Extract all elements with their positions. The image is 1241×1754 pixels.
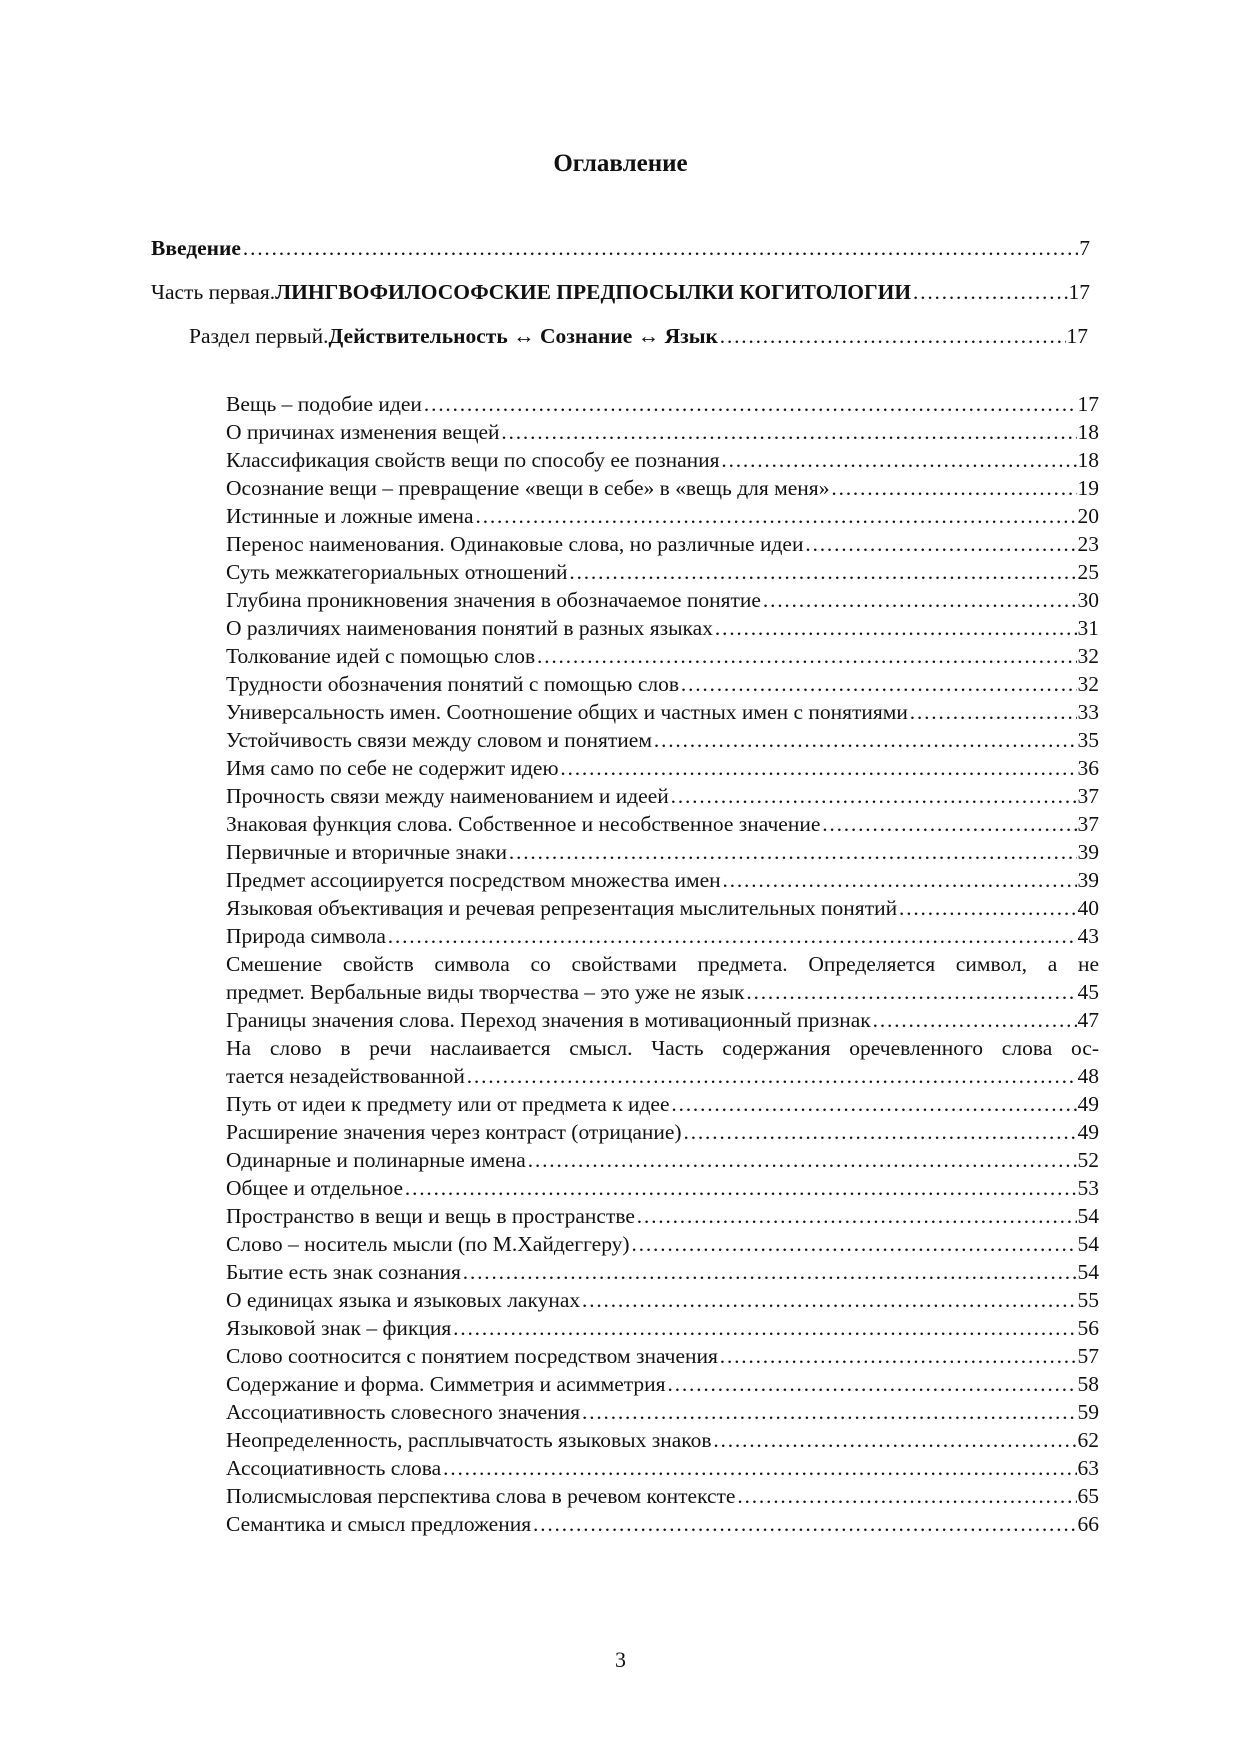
toc-entry-label: Содержание и форма. Симметрия и асимметрия (226, 1372, 666, 1396)
toc-entry-label-line1: На слово в речи наслаивается смысл. Часть содержания оречевленного слова ос- (226, 1036, 1099, 1060)
toc-entry (226, 1454, 1099, 1482)
toc-leader-dots (462, 1258, 1077, 1286)
toc-entry (226, 614, 1099, 642)
toc-entry (226, 1426, 1099, 1454)
toc-entry (226, 390, 1099, 418)
toc-entry-multiline (226, 1034, 1099, 1090)
toc-entry (226, 446, 1099, 474)
toc-leader-dots (569, 558, 1077, 586)
toc-entry-label-line2: тается незадействованной (226, 1064, 465, 1088)
toc-leader-dots (452, 1314, 1076, 1342)
toc-leader-dots (671, 1090, 1077, 1118)
toc-entry-line2 (226, 978, 1099, 1006)
toc-entry (226, 670, 1099, 698)
toc-entry (226, 1146, 1099, 1174)
toc-leader-dots (242, 234, 1078, 262)
toc-entry-label: Осознание вещи – превращение «вещи в себе» в «вещь для меня» (226, 476, 830, 500)
toc-page-number: 25 (1077, 560, 1099, 584)
toc-entry-label-line2: предмет. Вербальные виды творчества – это уже не язык (226, 980, 745, 1004)
toc-entry-label: Бытие есть знак сознания (226, 1260, 461, 1284)
toc-entry (226, 698, 1099, 726)
toc-leader-dots (387, 922, 1077, 950)
toc-entry-line2 (226, 1062, 1099, 1090)
toc-leader-dots (683, 1118, 1077, 1146)
toc-entry-label: Первичные и вторичные знаки (226, 840, 507, 864)
toc-entry-label: Расширение значения через контраст (отрицание) (226, 1120, 682, 1144)
toc-entry (226, 530, 1099, 558)
toc-entry-label: Одинарные и полинарные имена (226, 1148, 526, 1172)
toc-entry (226, 894, 1099, 922)
toc-entry (226, 1174, 1099, 1202)
toc-entry-prefix: Часть первая. (151, 280, 276, 304)
toc-page-number: 35 (1077, 728, 1099, 752)
toc-entry (226, 418, 1099, 446)
toc-entry-label: Полисмысловая перспектива слова в речевом контексте (226, 1484, 736, 1508)
toc-page-number: 56 (1077, 1316, 1099, 1340)
toc-entry-label: Прочность связи между наименованием и идеей (226, 784, 669, 808)
toc-entry-label: О причинах изменения вещей (226, 420, 500, 444)
toc-page-number: 63 (1077, 1456, 1099, 1480)
toc-entry (226, 1482, 1099, 1510)
toc-leader-dots (821, 810, 1076, 838)
toc-leader-dots (714, 614, 1077, 642)
toc-leader-dots (898, 894, 1076, 922)
toc-page-number: 36 (1077, 756, 1099, 780)
toc-page-number: 49 (1077, 1120, 1099, 1144)
toc-leader-dots (713, 1426, 1077, 1454)
toc-leader-dots (527, 1146, 1077, 1174)
page-title: Оглавление (553, 150, 688, 177)
toc-entry-label: Трудности обозначения понятий с помощью слов (226, 672, 680, 696)
toc-entry (226, 1202, 1099, 1230)
toc-leader-dots (631, 1230, 1077, 1258)
toc-page-number: 40 (1077, 896, 1099, 920)
toc-entry (226, 1286, 1099, 1314)
toc-page-number: 39 (1077, 840, 1099, 864)
toc-entry (226, 1230, 1099, 1258)
toc-entry-part-one (151, 278, 1090, 306)
toc-leader-dots (721, 446, 1077, 474)
toc-leader-dots (501, 418, 1077, 446)
toc-page-number: 58 (1077, 1372, 1099, 1396)
toc-entry-label: Ассоциативность слова (226, 1456, 442, 1480)
toc-leader-dots (909, 698, 1077, 726)
toc-entry-label: О единицах языка и языковых лакунах (226, 1288, 581, 1312)
toc-page-number: 54 (1077, 1260, 1099, 1284)
toc-leader-dots (442, 1454, 1076, 1482)
toc-page-number: 54 (1077, 1232, 1099, 1256)
toc-entry (226, 586, 1099, 614)
toc-entry-label: Вещь – подобие идеи (226, 392, 422, 416)
toc-leader-dots (653, 726, 1077, 754)
toc-entry (226, 810, 1099, 838)
toc-leader-dots (670, 782, 1077, 810)
toc-leader-dots (581, 1398, 1076, 1426)
toc-entry-label: Путь от идеи к предмету или от предмета к идее (226, 1092, 670, 1116)
toc-entry-label: Пространство в вещи и вещь в пространстве (226, 1204, 635, 1228)
toc-entry (226, 474, 1099, 502)
toc-page-number: 57 (1077, 1344, 1099, 1368)
toc-page-number: 59 (1077, 1400, 1099, 1424)
toc-page-number: 23 (1077, 532, 1099, 556)
toc-entry (226, 1314, 1099, 1342)
toc-page-number: 32 (1077, 644, 1099, 668)
toc-entry-label: Универсальность имен. Соотношение общих и частных имен с понятиями (226, 700, 908, 724)
toc-leader-dots (508, 838, 1077, 866)
toc-page-number: 45 (1077, 980, 1099, 1004)
toc-entry-label: Классификация свойств вещи по способу ее познания (226, 448, 720, 472)
toc-entry-label: Действительность ↔ Сознание ↔ Язык (328, 324, 718, 348)
toc-entry-introduction (151, 234, 1090, 262)
toc-leader-dots (404, 1174, 1076, 1202)
toc-entry (226, 1090, 1099, 1118)
toc-entry-label: Природа символа (226, 924, 386, 948)
toc-page-number: 17 (1068, 280, 1090, 304)
toc-leader-dots (804, 530, 1076, 558)
toc-entry (226, 642, 1099, 670)
toc-page-number: 66 (1077, 1512, 1099, 1536)
toc-entry-label: Перенос наименования. Одинаковые слова, но различные идеи (226, 532, 804, 556)
toc-entry-multiline (226, 950, 1099, 1006)
toc-entry (226, 1342, 1099, 1370)
toc-page-number: 62 (1077, 1428, 1099, 1452)
toc-entry (226, 1510, 1099, 1538)
toc-entry (226, 1006, 1099, 1034)
page-number-footer: 3 (615, 1647, 626, 1672)
toc-leader-dots (636, 1202, 1077, 1230)
toc-entry-label: Имя само по себе не содержит идею (226, 756, 559, 780)
toc-entry-label: Толкование идей с помощью слов (226, 644, 536, 668)
toc-entry-label: Ассоциативность словесного значения (226, 1400, 581, 1424)
toc-page-number: 53 (1077, 1176, 1099, 1200)
toc-page-number: 37 (1077, 812, 1099, 836)
toc-entry-label: ЛИНГВОФИЛОСОФСКИЕ ПРЕДПОСЫЛКИ КОГИТОЛОГИИ (275, 280, 912, 304)
toc-entry (226, 922, 1099, 950)
toc-entry (226, 1258, 1099, 1286)
toc-leader-dots (722, 866, 1077, 894)
toc-entry-label: Неопределенность, расплывчатость языковых знаков (226, 1428, 712, 1452)
toc-entry (226, 502, 1099, 530)
toc-page-number: 43 (1077, 924, 1099, 948)
toc-page-number: 31 (1077, 616, 1099, 640)
toc-entry (226, 782, 1099, 810)
toc-page-number: 18 (1077, 420, 1099, 444)
toc-entry-label: Знаковая функция слова. Собственное и несобственное значение (226, 812, 821, 836)
toc-leader-dots (680, 670, 1076, 698)
toc-entry-label: Глубина проникновения значения в обозначаемое понятие (226, 588, 761, 612)
toc-leader-dots (560, 754, 1077, 782)
toc-page-number: 39 (1077, 868, 1099, 892)
toc-entry (226, 754, 1099, 782)
toc-page-number: 65 (1077, 1484, 1099, 1508)
toc-page-number: 37 (1077, 784, 1099, 808)
toc-entry-label: Языковая объективация и речевая репрезентация мыслительных понятий (226, 896, 898, 920)
toc-entry-list (226, 390, 1099, 1538)
toc-page-number: 17 (1066, 324, 1088, 348)
toc-leader-dots (719, 322, 1066, 350)
toc-leader-dots (830, 474, 1076, 502)
toc-entry-prefix: Раздел первый. (189, 324, 329, 348)
toc-leader-dots (762, 586, 1077, 614)
toc-leader-dots (667, 1370, 1077, 1398)
toc-entry-label: Общее и отдельное (226, 1176, 404, 1200)
toc-entry (226, 558, 1099, 586)
toc-page-number: 52 (1077, 1148, 1099, 1172)
toc-entry (226, 866, 1099, 894)
toc-entry-label: Введение (151, 236, 241, 260)
toc-entry (226, 1118, 1099, 1146)
toc-leader-dots (532, 1510, 1076, 1538)
toc-page-number: 30 (1077, 588, 1099, 612)
toc-entry-section-one (189, 322, 1088, 350)
toc-entry-label: Устойчивость связи между словом и понятием (226, 728, 652, 752)
toc-entry-label: Языковой знак – фикция (226, 1316, 452, 1340)
toc-entry (226, 838, 1099, 866)
toc-page-number: 48 (1077, 1064, 1099, 1088)
toc-page-number: 20 (1077, 504, 1099, 528)
toc-entry-label-line1: Смешение свойств символа со свойствами предмета. Определяется символ, а не (226, 952, 1099, 976)
toc-page-number: 49 (1077, 1092, 1099, 1116)
toc-leader-dots (466, 1062, 1077, 1090)
toc-leader-dots (475, 502, 1077, 530)
toc-leader-dots (872, 1006, 1077, 1034)
toc-page-number: 17 (1077, 392, 1099, 416)
toc-leader-dots (719, 1342, 1077, 1370)
toc-page-number: 47 (1077, 1008, 1099, 1032)
toc-entry (226, 1370, 1099, 1398)
toc-leader-dots (736, 1482, 1076, 1510)
toc-leader-dots (912, 278, 1067, 306)
toc-leader-dots (745, 978, 1076, 1006)
toc-entry-label: Предмет ассоциируется посредством множества имен (226, 868, 721, 892)
toc-page-number: 33 (1077, 700, 1099, 724)
toc-leader-dots (581, 1286, 1076, 1314)
toc-page-number: 55 (1077, 1288, 1099, 1312)
toc-leader-dots (423, 390, 1077, 418)
toc-page-number: 54 (1077, 1204, 1099, 1228)
toc-page-number: 18 (1077, 448, 1099, 472)
toc-entry (226, 726, 1099, 754)
toc-entry (226, 1398, 1099, 1426)
toc-leader-dots (536, 642, 1076, 670)
toc-entry-label: Истинные и ложные имена (226, 504, 474, 528)
toc-entry-label: Границы значения слова. Переход значения в мотивационный признак (226, 1008, 871, 1032)
toc-entry-label: О различиях наименования понятий в разных языках (226, 616, 713, 640)
toc-entry-label: Слово соотносится с понятием посредством значения (226, 1344, 718, 1368)
toc-page-number: 19 (1077, 476, 1099, 500)
toc-entry-label: Суть межкатегориальных отношений (226, 560, 568, 584)
toc-entry-label: Слово – носитель мысли (по М.Хайдеггеру) (226, 1232, 630, 1256)
toc-page-number: 7 (1079, 236, 1090, 260)
toc-entry-label: Семантика и смысл предложения (226, 1512, 532, 1536)
toc-page-number: 32 (1077, 672, 1099, 696)
